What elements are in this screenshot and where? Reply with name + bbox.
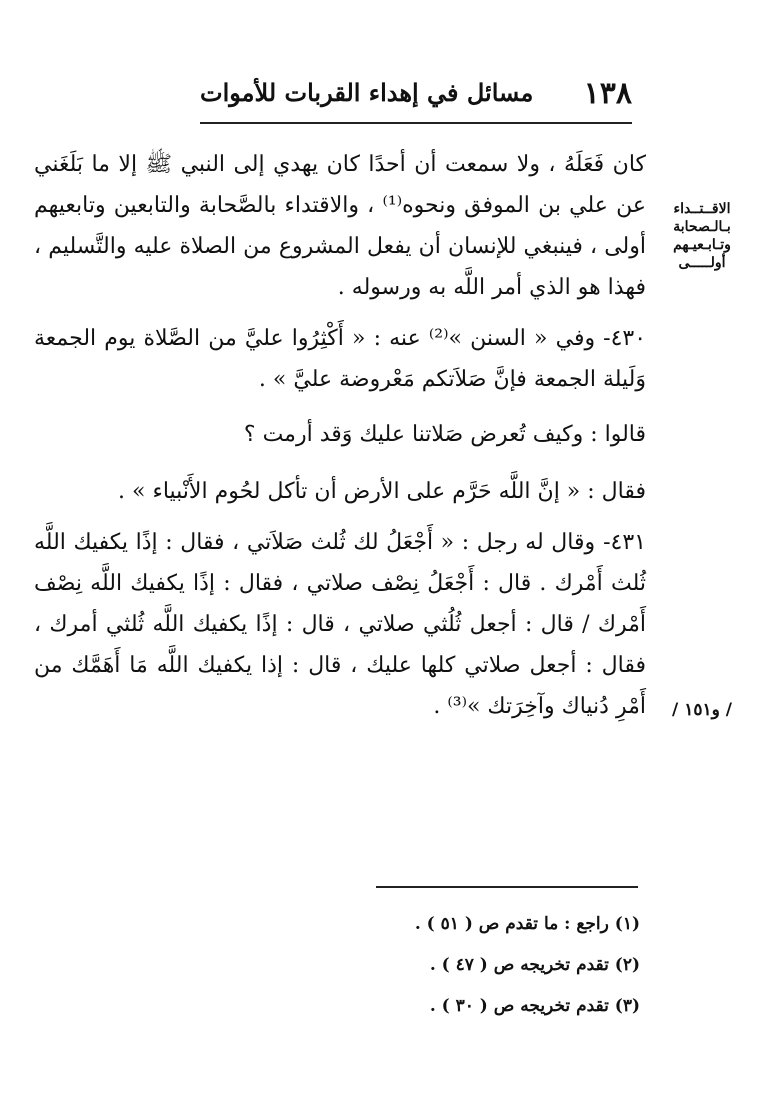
paragraph-number: ٤٣٠- [603, 326, 647, 351]
paragraph-text: وقال له رجل : « أَجْعَلُ لك ثُلث صَلاَتي ، فقال : إذًا يكفيك اللَّه ثُلث أَمْرك . قال : أَجْعَلُ نِصْف صلاتي ، فقال : إذًا يكفيك اللَّه نِصْف أَمْرك / قال : أجعل ثُلُثي صلاتي ، قال : إذًا يكفيك اللَّه ثُلثي أمرك ، فقال : أجعل صلاتي كلها عليك ، قال : إذا يكفيك اللَّه مَا أَهَمَّك من أَمْرِ دُنياك وآخِرَتك »⁽³⁾ . [34, 530, 646, 719]
footnote: (١) راجع : ما تقدم ص ( ٥١ ) . [414, 914, 640, 934]
page-number: ١٣٨ [583, 76, 632, 111]
running-title: مسائل في إهداء القربات للأموات [200, 78, 534, 107]
margin-note-line: الاقــتــداء [673, 201, 731, 217]
paragraph-430 [34, 318, 646, 400]
paragraph-number: ٤٣١- [603, 530, 646, 555]
page-header [200, 72, 632, 116]
footnote: (٢) تقدم تخريجه ص ( ٤٧ ) . [429, 955, 640, 975]
margin-note [659, 200, 745, 272]
manuscript-page-ref: / و١٥١ / [672, 700, 732, 720]
header-rule [200, 122, 632, 124]
paragraph: فقال : « إنَّ اللَّه حَرَّم على الأرض أن تأكل لحُوم الأَنْبياء » . [118, 479, 646, 504]
footnote: (٣) تقدم تخريجه ص ( ٣٠ ) . [429, 996, 640, 1016]
margin-note-line: وتـابـعيـهم [673, 237, 731, 253]
margin-note-line: بـالـصحابة [673, 219, 731, 235]
footnote-rule [376, 886, 638, 888]
paragraph: كان فَعَلَهُ ، ولا سمعت أن أحدًا كان يهدي إلى النبي ﷺ إلا ما بَلَغَني عن علي بن الموفق ونحوه⁽¹⁾ ، والاقتداء بالصَّحابة والتابعين وتابعيهم أولى ، فينبغي للإنسان أن يفعل المشروع من الصلاة عليه والتَّسليم ، فهذا هو الذي أمر اللَّه به ورسوله . [34, 152, 646, 300]
main-text [34, 132, 646, 727]
paragraph: قالوا : وكيف تُعرض صَلاتنا عليك وَقد أرمت ؟ [243, 422, 646, 447]
footnotes [200, 904, 640, 1027]
margin-note-line: أولـــــى [678, 255, 726, 271]
paragraph-431 [34, 522, 646, 727]
paragraph-text: وفي « السنن »⁽²⁾ عنه : « أَكْثِرُوا عليَّ من الصَّلاة يوم الجمعة وَلَيلة الجمعة فإنَّ صَلاَتكم مَعْروضة عليَّ » . [34, 326, 646, 392]
